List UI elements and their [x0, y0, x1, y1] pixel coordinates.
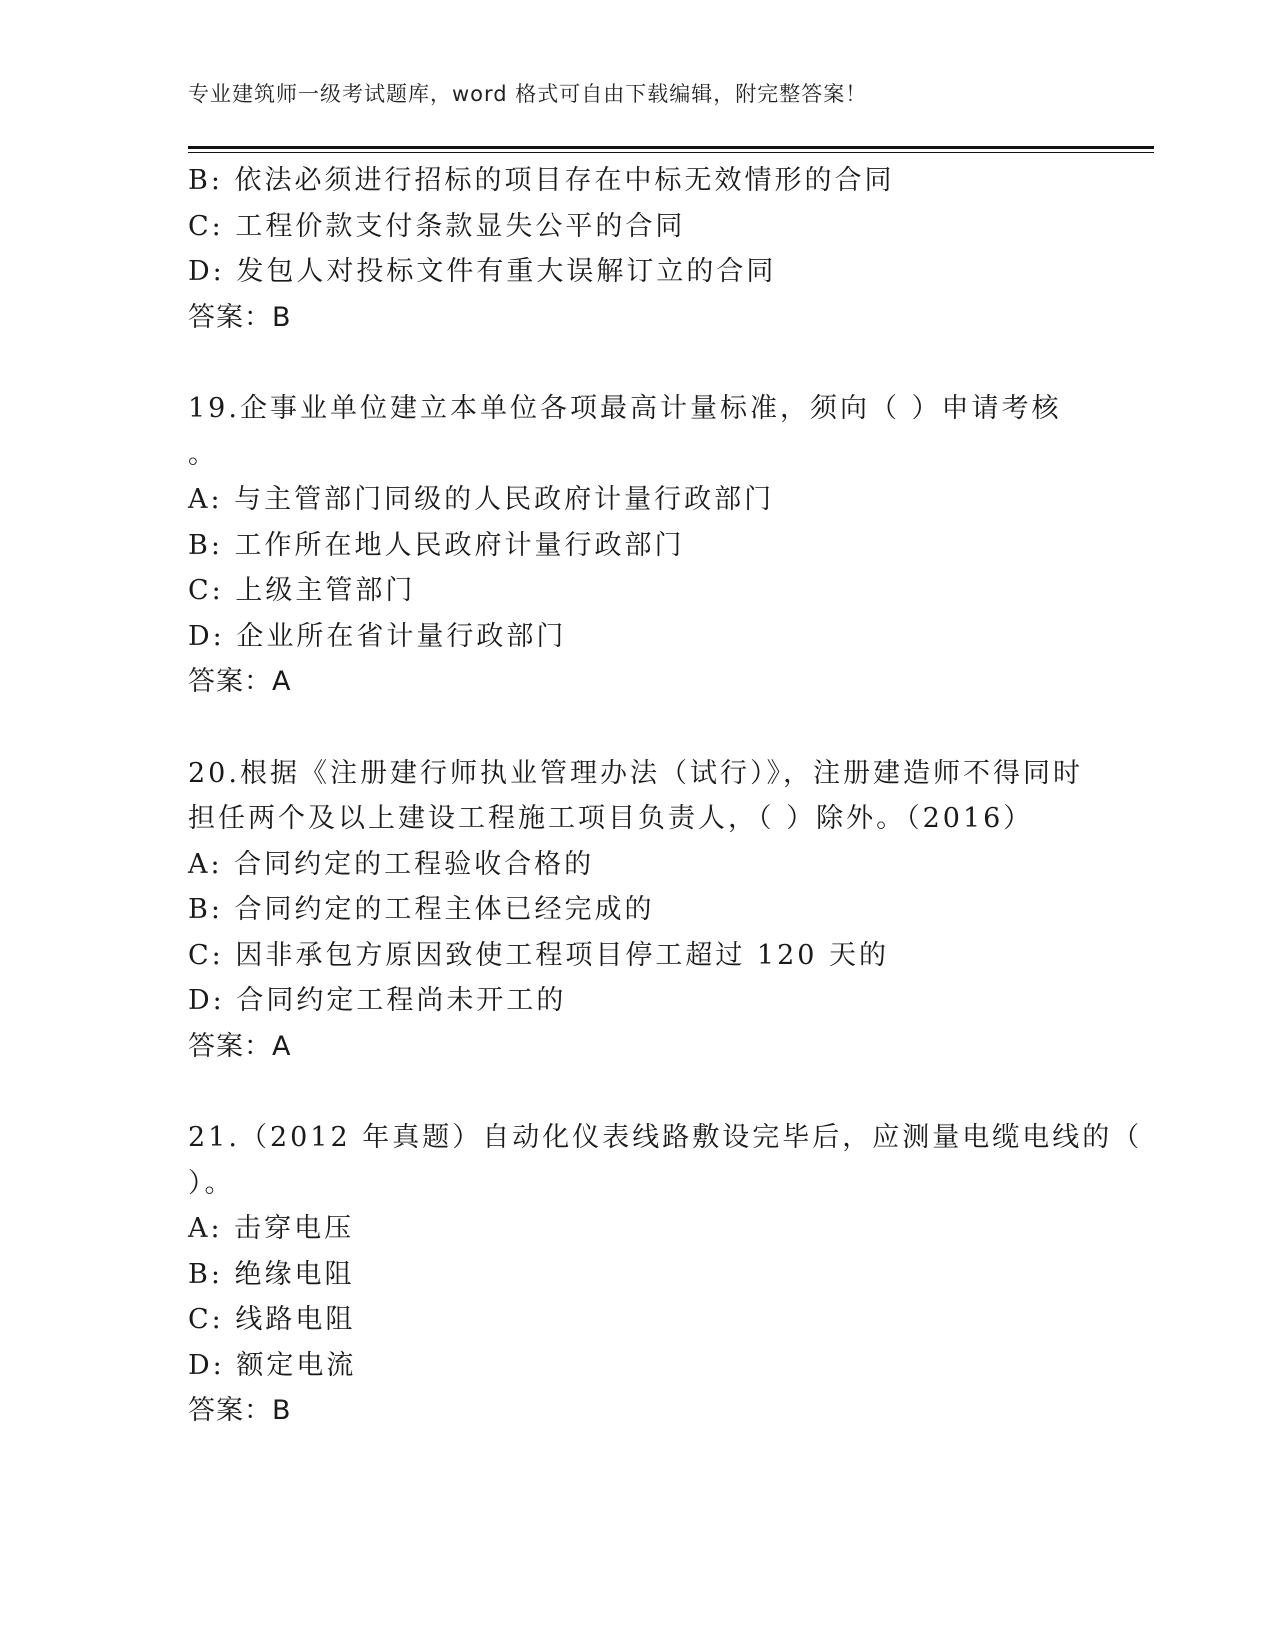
header-rule-thin — [188, 152, 1154, 153]
header-rule-thick — [188, 146, 1154, 149]
question-19 — [188, 386, 1088, 705]
question-list — [188, 158, 1143, 1434]
answer: 答案：A — [188, 1030, 292, 1062]
option-a: A: 与主管部门同级的人民政府计量行政部门 — [188, 484, 775, 515]
option-b: B: 合同约定的工程主体已经完成的 — [188, 894, 655, 925]
question-stem-cont: ）。 — [188, 1167, 235, 1199]
option-b: B: 依法必须进行招标的项目存在中标无效情形的合同 — [188, 165, 895, 196]
option-b: B: 工作所在地人民政府计量行政部门 — [188, 529, 685, 561]
question-21 — [188, 1115, 1143, 1434]
question-stem: 19.企事业单位建立本单位各项最高计量标准，须向（ ）申请考核 — [188, 393, 1062, 424]
option-c: C: 工程价款支付条款显失公平的合同 — [188, 210, 686, 242]
option-c: C: 上级主管部门 — [188, 575, 416, 606]
question-stem-cont: 。 — [188, 438, 218, 470]
option-c: C: 因非承包方原因致使工程项目停工超过 120 天的 — [188, 939, 890, 971]
page-header: 专业建筑师一级考试题库，word 格式可自由下载编辑，附完整答案！ — [188, 82, 868, 106]
option-d: D: 企业所在省计量行政部门 — [188, 620, 567, 652]
question-stem: 20.根据《注册建行师执业管理办法（试行）》，注册建造师不得同时 — [188, 757, 1083, 789]
answer: 答案：B — [188, 301, 292, 333]
answer: 答案：B — [188, 1395, 292, 1426]
option-a: A: 击穿电压 — [188, 1213, 355, 1244]
option-b: B: 绝缘电阻 — [188, 1258, 355, 1290]
answer: 答案：A — [188, 666, 292, 697]
option-d: D: 发包人对投标文件有重大误解订立的合同 — [188, 256, 777, 287]
option-d: D: 合同约定工程尚未开工的 — [188, 985, 567, 1016]
question-20 — [188, 751, 1088, 1070]
question-18-continued — [188, 158, 1088, 340]
option-d: D: 额定电流 — [188, 1349, 357, 1381]
question-stem: 21.（2012 年真题）自动化仪表线路敷设完毕后，应测量电缆电线的（ — [188, 1122, 1143, 1153]
question-stem-cont: 担任两个及以上建设工程施工项目负责人，（ ）除外。（2016） — [188, 803, 1034, 834]
option-c: C: 线路电阻 — [188, 1304, 356, 1335]
option-a: A: 合同约定的工程验收合格的 — [188, 848, 595, 880]
